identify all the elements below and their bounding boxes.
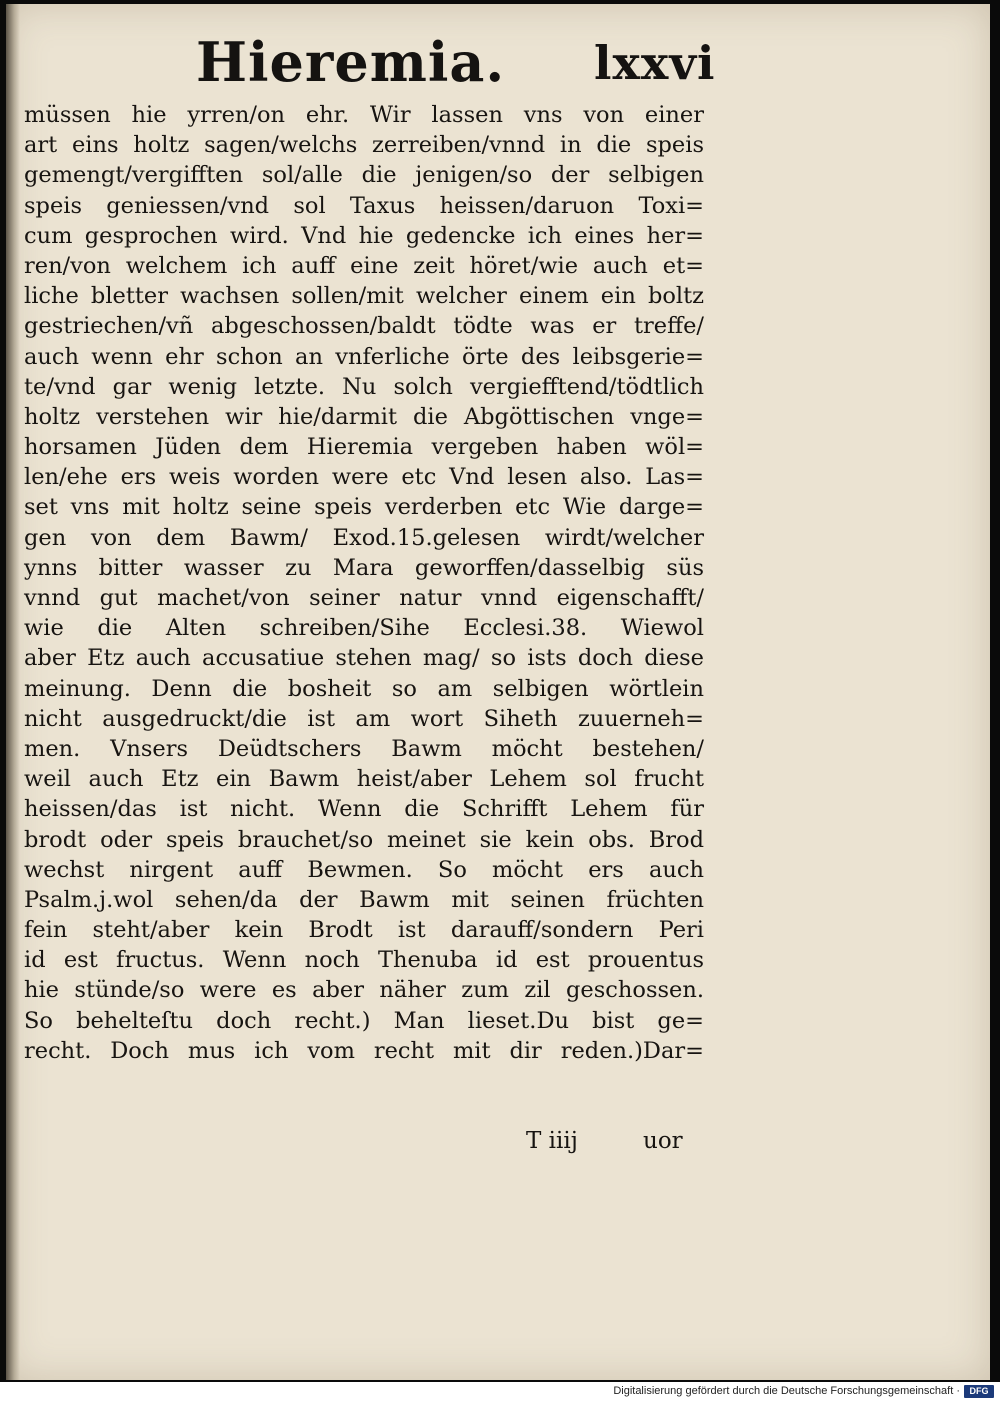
body-text [24, 100, 704, 1066]
text-line: fein steht/aber kein Brodt ist darauff/sondern Peri [24, 917, 704, 944]
text-line: id est fructus. Wenn noch Thenuba id est prouentus [24, 947, 704, 974]
text-line: ynns bitter wasser zu Mara geworffen/dasselbig süs [24, 554, 704, 581]
book-page [6, 4, 990, 1380]
text-line: cum gesprochen wird. Vnd hie gedencke ich eines her= [24, 222, 704, 249]
text-line: ren/von welchem ich auff eine zeit höret/wie auch et= [24, 252, 704, 279]
running-title: Hieremia. [196, 30, 506, 94]
text-line: hie stünde/so were es aber näher zum zil geschossen. [24, 977, 704, 1004]
text-line: gemengt/vergifften sol/alle die jenigen/so der selbigen [24, 162, 704, 189]
text-line: meinung. Denn die bosheit so am selbigen wörtlein [24, 675, 704, 702]
text-line: vnnd gut machet/von seiner natur vnnd eigenschafft/ [24, 585, 704, 611]
signature-mark: T iiij [526, 1128, 578, 1154]
text-line: set vns mit holtz seine speis verderben etc Wie darge= [24, 494, 704, 521]
text-line: gestriechen/vñ abgeschossen/baldt tödte was er treffe/ [24, 313, 704, 340]
text-line: wechst nirgent auff Bewmen. So möcht ers auch [24, 856, 704, 883]
folio-number: lxxvi [594, 36, 716, 90]
text-line: nicht ausgedruckt/die ist am wort Siheth zuuerneh= [24, 705, 704, 732]
page-gutter [6, 4, 20, 1380]
text-line: auch wenn ehr schon an vnferliche örte des leibsgerie= [24, 343, 704, 370]
text-line: gen von dem Bawm/ Exod.15.gelesen wirdt/welcher [24, 524, 704, 551]
text-line: len/ehe ers weis worden were etc Vnd lesen also. Las= [24, 464, 704, 491]
text-line: aber Etz auch accusatiue stehen mag/ so ists doch diese [24, 645, 704, 672]
text-line: müssen hie yrren/on ehr. Wir lassen vns von einer [24, 102, 704, 128]
text-line: holtz verstehen wir hie/darmit die Abgöttischen vnge= [24, 403, 704, 430]
text-line: Psalm.j.wol sehen/da der Bawm mit seinen früchten [24, 886, 704, 913]
text-line: speis geniessen/vnd sol Taxus heissen/daruon Toxi= [24, 192, 704, 219]
text-line: men. Vnsers Deüdtschers Bawm möcht bestehen/ [24, 735, 704, 762]
text-line: So behelteſtu doch recht.) Man lieset.Du bist ge= [24, 1007, 704, 1034]
text-line: te/vnd gar wenig letzte. Nu solch vergiefftend/tödtlich [24, 373, 704, 400]
text-line: heissen/das ist nicht. Wenn die Schrifft Lehem für [24, 796, 704, 823]
page-header [196, 30, 716, 100]
text-line: wie die Alten schreiben/Sihe Ecclesi.38. Wiewol [24, 615, 704, 642]
credit-text: Digitalisierung gefördert durch die Deutsche Forschungsgemeinschaft · [613, 1385, 960, 1397]
dfg-logo-icon: DFG [964, 1385, 994, 1398]
text-line: recht. Doch mus ich vom recht mit dir reden.)Dar= [24, 1037, 704, 1064]
credit-bar [0, 1382, 1000, 1402]
text-line: liche bletter wachsen sollen/mit welcher einem ein boltz [24, 283, 704, 310]
catchword: uor [643, 1128, 683, 1154]
text-line: horsamen Jüden dem Hieremia vergeben haben wöl= [24, 434, 704, 461]
text-line: art eins holtz sagen/welchs zerreiben/vnnd in die speis [24, 132, 704, 159]
text-line: weil auch Etz ein Bawm heist/aber Lehem sol frucht [24, 766, 704, 793]
text-line: brodt oder speis brauchet/so meinet sie kein obs. Brod [24, 826, 704, 853]
